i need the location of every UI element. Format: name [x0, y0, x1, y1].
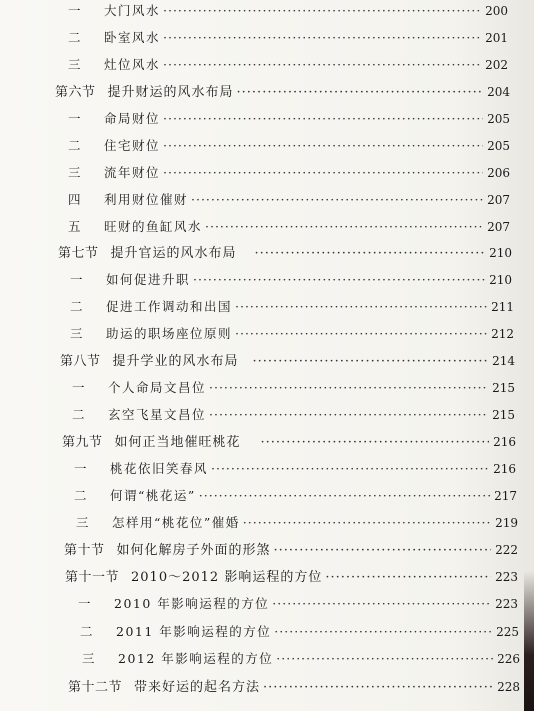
- toc-entry: [70, 326, 514, 342]
- entry-number: 四: [68, 192, 81, 207]
- toc-section-entry: [68, 679, 520, 696]
- entry-title: 2011 年影响运程的方位: [116, 624, 272, 639]
- entry-title: 桃花依旧笑春风: [110, 461, 209, 476]
- entry-page-number: 212: [491, 327, 514, 341]
- section-title: 如何化解房子外面的形煞: [116, 543, 271, 558]
- toc-entry: [76, 515, 518, 531]
- leader-dots: [255, 246, 485, 262]
- leader-dots: [235, 326, 487, 342]
- toc-entry: [82, 651, 520, 667]
- section-number: 第六节: [55, 85, 96, 100]
- toc-entry: [68, 165, 510, 181]
- section-number: 第十节: [64, 543, 105, 558]
- leader-dots: [274, 624, 492, 640]
- entry-title: 住宅财位: [104, 138, 161, 153]
- entry-title: 何谓“桃花运”: [110, 488, 196, 503]
- entry-title: 促进工作调动和出国: [106, 299, 233, 314]
- section-number: 第九节: [62, 435, 103, 450]
- toc-entry: [68, 192, 510, 208]
- entry-number: 三: [82, 651, 95, 666]
- toc-section-entry: [58, 245, 512, 262]
- section-title: 提升学业的风水布局: [112, 354, 239, 369]
- entry-title: 2012 年影响运程的方位: [118, 651, 274, 666]
- leader-dots: [209, 407, 488, 423]
- entry-page-number: 216: [493, 435, 516, 449]
- leader-dots: [253, 354, 488, 370]
- entry-number: 一: [72, 380, 85, 395]
- entry-number: 三: [70, 326, 83, 341]
- entry-page-number: 205: [487, 112, 510, 126]
- entry-page-number: 204: [487, 85, 510, 99]
- entry-number: 一: [78, 596, 91, 611]
- entry-number: 二: [72, 407, 85, 422]
- entry-number: 二: [74, 488, 87, 503]
- entry-title: 大门风水: [104, 3, 161, 18]
- leader-dots: [276, 651, 493, 667]
- leader-dots: [163, 138, 483, 154]
- toc-entry: [70, 272, 512, 288]
- section-number: 第八节: [60, 354, 101, 369]
- entry-page-number: 201: [485, 31, 508, 45]
- entry-page-number: 228: [497, 680, 520, 694]
- entry-page-number: 223: [495, 597, 518, 611]
- entry-number: 二: [70, 299, 83, 314]
- leader-dots: [205, 219, 483, 235]
- entry-number: 一: [70, 272, 83, 287]
- entry-number: 三: [68, 57, 81, 72]
- toc-entry: [68, 30, 508, 46]
- section-number: 第七节: [58, 246, 99, 261]
- entry-page-number: 215: [492, 381, 515, 395]
- toc-entry: [72, 407, 515, 423]
- toc-entry: [74, 488, 517, 504]
- entry-page-number: 216: [493, 462, 516, 476]
- leader-dots: [325, 570, 491, 586]
- leader-dots: [199, 488, 490, 504]
- section-title: 提升财运的风水布局: [107, 85, 234, 100]
- leader-dots: [163, 30, 481, 46]
- page-edge-shadow: [524, 571, 534, 711]
- entry-page-number: 223: [495, 570, 518, 584]
- entry-title: 助运的职场座位原则: [106, 326, 233, 341]
- entry-page-number: 207: [487, 220, 510, 234]
- entry-page-number: 210: [489, 273, 512, 287]
- leader-dots: [272, 596, 491, 612]
- entry-page-number: 206: [487, 166, 510, 180]
- toc-entry: [68, 138, 510, 154]
- entry-page-number: 226: [497, 652, 520, 666]
- toc-section-entry: [62, 434, 516, 451]
- entry-number: 一: [74, 461, 87, 476]
- entry-page-number: 207: [487, 193, 510, 207]
- leader-dots: [163, 165, 483, 181]
- entry-title: 个人命局文昌位: [108, 380, 207, 395]
- leader-dots: [163, 111, 483, 127]
- toc-entry: [74, 461, 516, 477]
- entry-number: 二: [80, 624, 93, 639]
- entry-number: 二: [68, 138, 81, 153]
- entry-number: 五: [68, 219, 81, 234]
- toc-entry: [68, 57, 508, 73]
- entry-title: 如何促进升职: [106, 272, 191, 287]
- entry-page-number: 202: [485, 58, 508, 72]
- toc-entry: [68, 3, 508, 19]
- entry-page-number: 225: [496, 625, 519, 639]
- entry-page-number: 200: [485, 4, 508, 18]
- entry-page-number: 214: [492, 354, 515, 368]
- leader-dots: [209, 380, 488, 396]
- entry-number: 三: [76, 515, 89, 530]
- toc-entry: [80, 624, 519, 640]
- leader-dots: [235, 299, 487, 315]
- entry-page-number: 222: [495, 543, 518, 557]
- leader-dots: [163, 57, 481, 73]
- toc-entry: [78, 596, 518, 612]
- entry-title: 灶位风水: [104, 57, 161, 72]
- toc-section-entry: [55, 84, 510, 101]
- section-title: 如何正当地催旺桃花: [114, 435, 241, 450]
- leader-dots: [261, 435, 489, 451]
- entry-title: 利用财位催财: [104, 192, 189, 207]
- entry-page-number: 219: [495, 516, 518, 530]
- entry-page-number: 211: [491, 300, 514, 314]
- leader-dots: [274, 543, 491, 559]
- leader-dots: [211, 461, 489, 477]
- toc-entry: [68, 111, 510, 127]
- leader-dots: [191, 192, 483, 208]
- leader-dots: [163, 3, 481, 19]
- entry-page-number: 217: [494, 489, 517, 503]
- leader-dots: [243, 515, 491, 531]
- section-number: 第十一节: [65, 570, 120, 585]
- entry-title: 旺财的鱼缸风水: [104, 219, 203, 234]
- toc-section-entry: [64, 542, 518, 559]
- entry-page-number: 210: [489, 246, 512, 260]
- section-title: 带来好运的起名方法: [134, 680, 261, 695]
- section-title: 提升官运的风水布局: [110, 246, 237, 261]
- entry-number: 二: [68, 30, 81, 45]
- entry-title: 玄空飞星文昌位: [108, 407, 207, 422]
- section-number: 第十二节: [68, 680, 123, 695]
- leader-dots: [193, 272, 485, 288]
- entry-page-number: 205: [487, 139, 510, 153]
- leader-dots: [237, 85, 483, 101]
- entry-number: 三: [68, 165, 81, 180]
- entry-title: 命局财位: [104, 111, 161, 126]
- entry-page-number: 215: [492, 408, 515, 422]
- toc-section-entry: [65, 569, 518, 586]
- section-title: 2010～2012 影响运程的方位: [131, 570, 323, 585]
- toc-entry: [72, 380, 515, 396]
- entry-title: 流年财位: [104, 165, 161, 180]
- toc-entry: [70, 299, 514, 315]
- toc-entry: [68, 219, 510, 235]
- entry-title: 2010 年影响运程的方位: [114, 596, 270, 611]
- toc-section-entry: [60, 353, 515, 370]
- entry-number: 一: [68, 3, 81, 18]
- leader-dots: [263, 680, 493, 696]
- entry-number: 一: [68, 111, 81, 126]
- entry-title: 卧室风水: [104, 30, 161, 45]
- entry-title: 怎样用“桃花位”催婚: [112, 515, 240, 530]
